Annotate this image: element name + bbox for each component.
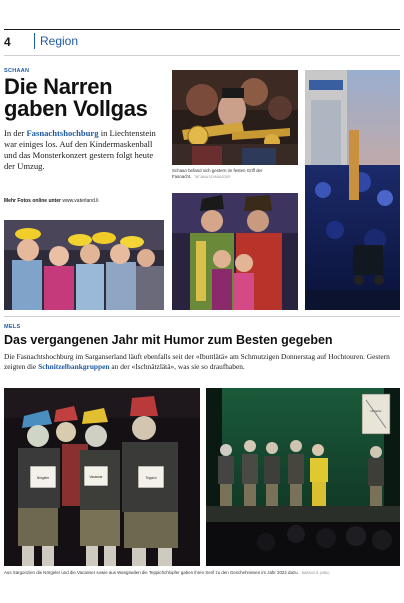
- more-photos-line: [4, 198, 98, 204]
- more-photos-url[interactable]: www.vaterland.li: [62, 198, 99, 204]
- lead-text-end: in Liechtenstein war einiges los. Auf den Kindermaskenball und das Monsterkonzert gestern folgt heute der Umzug.: [4, 128, 156, 171]
- photo-costumed-family-image: [172, 193, 298, 310]
- photo-schnitzelbank-group-image: [4, 388, 200, 566]
- lead-highlight: Fasnachtshochburg: [26, 128, 99, 138]
- bottom-photo-caption: [4, 570, 400, 575]
- photo-children-group: [4, 220, 164, 310]
- photo-stage-audience: [206, 388, 400, 566]
- top-story-kicker: SCHAAN: [4, 68, 30, 74]
- page-number: 4: [4, 35, 11, 49]
- photo-children-group-image: [4, 220, 164, 310]
- body-text-end: an der «Ischnätzlätä», was sie so draufhaben.: [109, 362, 245, 371]
- header-bottom-rule: [4, 55, 400, 56]
- photo-stage-audience-image: [206, 388, 400, 566]
- second-story-body: [4, 352, 400, 372]
- top-story-headline: Die Narren gaben Vollgas: [4, 74, 148, 121]
- sign-label-3: Teppich: [145, 476, 157, 480]
- section-divider: [4, 316, 400, 317]
- top-photo-caption-text: Schaan befand sich gestern im festen Griff der Fasnacht.: [172, 168, 263, 179]
- top-photo-credit: TATJANA SCHNALZGER: [194, 175, 231, 179]
- body-highlight: Schnitzelbankgruppen: [38, 362, 110, 371]
- top-photo-caption: [172, 168, 298, 180]
- header-separator: [34, 33, 35, 49]
- sign-label-1: Nörgeler: [36, 476, 50, 480]
- top-story-lead: [4, 128, 164, 172]
- photo-night-concert: [305, 70, 400, 310]
- photo-schnitzelbank-group: [4, 388, 200, 566]
- sign-label-2: Vacanser: [89, 475, 103, 479]
- photo-brass-band: [172, 70, 298, 165]
- bottom-photo-caption-text: Aus Sargonzien die Nörgeler und die Vacanser sowie aus Wangswilen die Teppichchlopfer gaben ihren Senf zu den Geschehnissen im Jahr 2022 dazu.: [4, 570, 299, 575]
- more-photos-label: Mehr Fotos online unter: [4, 198, 61, 204]
- body-text-start: Die Fasnachtshochburg im Sarganserland läuft ebenfalls seit der «Ibuttlätä» am Schmutzigen Donnerstag auf Hochtouren. Gestern zeigten die: [4, 352, 390, 371]
- bottom-photo-credit: MARKUS B. (MBU): [301, 571, 330, 575]
- photo-costumed-family: [172, 193, 298, 310]
- section-title: Region: [40, 34, 79, 48]
- lead-text-start: In der: [4, 128, 27, 138]
- second-story-headline: Das vergangenen Jahr mit Humor zum Besten gegeben: [4, 333, 333, 347]
- sign-label-4: Chlopfer: [370, 409, 382, 413]
- photo-night-concert-image: [305, 70, 400, 310]
- second-story-kicker: MELS: [4, 324, 21, 330]
- photo-brass-band-image: [172, 70, 298, 165]
- header-rule: [4, 29, 400, 30]
